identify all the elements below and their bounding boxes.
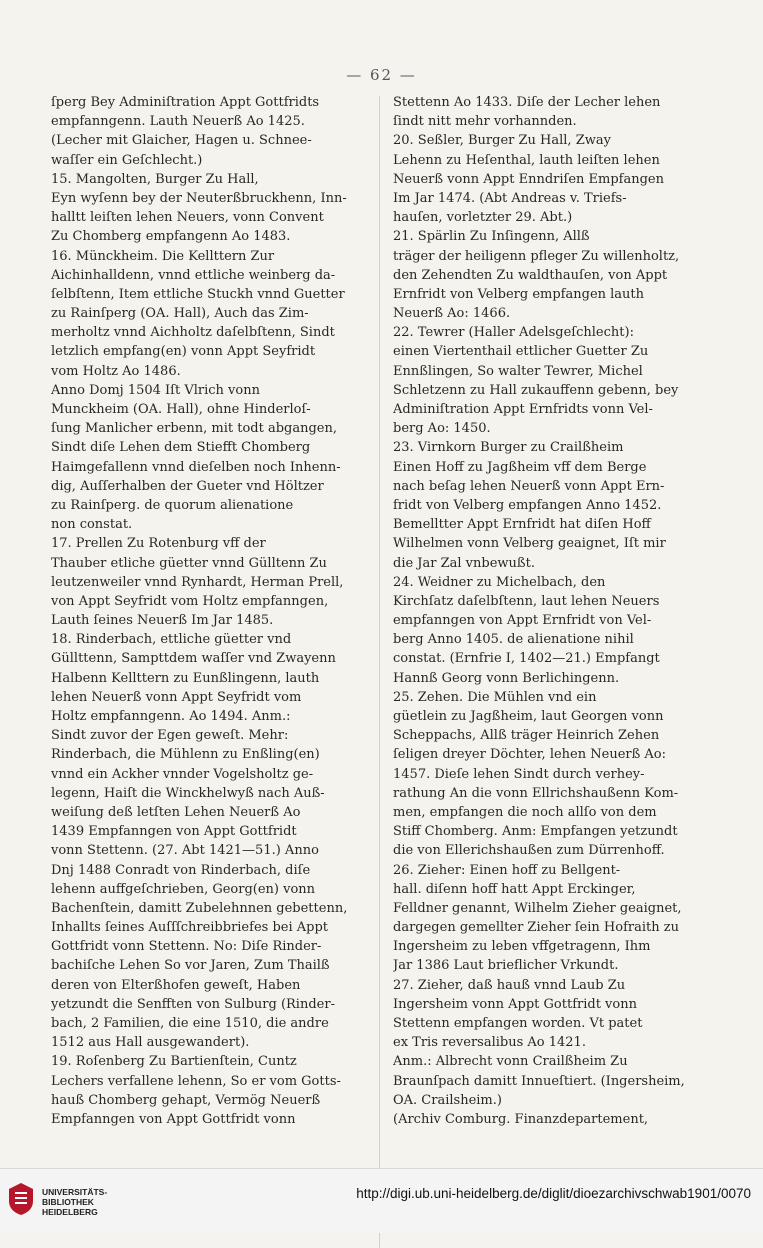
text-line: letzlich empfang(en) vonn Appt Seyfridt [51, 344, 316, 360]
text-line: Ingersheim zu leben vffgetragenn, Ihm [393, 939, 651, 955]
text-line: ſung Manlicher erbenn, mit todt abgangen, [51, 421, 337, 437]
text-line: die von Ellerichshaußen zum Dürrenhoff. [393, 843, 665, 859]
text-line: deren von Elterßhofen geweſt, Haben [51, 977, 301, 993]
text-line: legenn, Haiſt die Winckhelwyß nach Auß- [51, 785, 325, 801]
text-line: berg Anno 1405. de alienatione nihil [393, 632, 634, 648]
text-line: 17. Prellen Zu Rotenburg vff der [51, 536, 266, 552]
text-line: Lauth ſeines Neuerß Im Jar 1485. [51, 613, 274, 629]
text-line: weiſung deß letſten Lehen Neuerß Ao [51, 804, 301, 820]
text-line: Holtz empfanngenn. Ao 1494. Anm.: [51, 709, 291, 724]
text-line: Ingersheim vonn Appt Gottfridt vonn [393, 996, 637, 1012]
text-line: 22. Tewrer (Haller Adelsgeſchlecht): [393, 325, 634, 341]
text-line: Haimgefallenn vnnd dieſelben noch Inhenn- [51, 459, 341, 475]
text-line: zu Rainſperg. de quorum alienatione [51, 497, 294, 513]
text-line: hauß Chomberg gehapt, Vermög Neuerß [51, 1092, 321, 1108]
text-line: men, empfangen die noch allſo von dem [393, 804, 657, 820]
text-line: 15. Mangolten, Burger Zu Hall, [51, 171, 259, 187]
text-line: ſindt nitt mehr vorhannden. [393, 114, 577, 130]
text-line: 16. Münckheim. Die Kellttern Zur [51, 248, 275, 264]
text-line: Jar 1386 Laut brieflicher Vrkundt. [393, 958, 619, 974]
viewer-footer [0, 1168, 763, 1233]
text-line: berg Ao: 1450. [393, 421, 491, 437]
text-line: Sindt zuvor der Egen geweſt. Mehr: [51, 728, 289, 744]
page-number: — 62 — [346, 66, 417, 84]
text-line: halltt leiſten lehen Neuers, vonn Convent [51, 210, 324, 226]
text-line: Inhallts ſeines Auſſſchreibbriefes bei Appt [51, 920, 328, 936]
text-line: Zu Chomberg empfangenn Ao 1483. [51, 229, 291, 245]
text-line: 1439 Empfanngen von Appt Gottfridt [51, 824, 297, 840]
text-line: empfanngen von Appt Ernfridt von Vel- [393, 613, 652, 629]
text-line: empfanngenn. Lauth Neuerß Ao 1425. [51, 114, 305, 130]
text-line: Güllttenn, Sampttdem waſſer vnd Zwayenn [51, 651, 336, 667]
text-line: 1512 aus Hall ausgewandert). [51, 1035, 250, 1051]
text-line: vom Holtz Ao 1486. [51, 363, 181, 379]
text-line: Wilhelmen vonn Velberg geaignet, Iſt mir [393, 536, 666, 552]
text-line: nach beſag lehen Neuerß vonn Appt Ern- [393, 478, 665, 494]
heidelberg-seal-icon [6, 1181, 36, 1217]
text-line: 26. Zieher: Einen hoff zu Bellgent- [393, 862, 621, 878]
text-line: 27. Zieher, daß hauß vnnd Laub Zu [393, 977, 626, 993]
text-line: Neuerß Ao: 1466. [393, 306, 511, 322]
text-line: Ennßlingen, So walter Tewrer, Michel [393, 363, 643, 379]
text-line: Scheppachs, Allß träger Heinrich Zehen [393, 728, 660, 744]
text-line: Kirchſatz daſelbſtenn, laut lehen Neuers [393, 593, 660, 609]
text-line: 23. Virnkorn Burger zu Crailßheim [393, 440, 624, 456]
text-line: Anno Domj 1504 Iſt Vlrich vonn [51, 382, 260, 398]
text-line: (Lecher mit Glaicher, Hagen u. Schnee- [51, 133, 312, 149]
text-line: lehenn auffgeſchrieben, Georg(en) vonn [51, 881, 316, 897]
text-line: fridt von Velberg empfangen Anno 1452. [393, 497, 662, 513]
text-line: 19. Roſenberg Zu Bartienſtein, Cuntz [51, 1054, 297, 1070]
text-line: dargegen gemellter Zieher ſein Hofraith zu [393, 920, 679, 936]
text-line: einen Viertenthail ettlicher Guetter Zu [393, 344, 649, 360]
text-line: Thauber etliche güetter vnnd Gülltenn Zu [51, 555, 327, 571]
text-line: ex Tris reversalibus Ao 1421. [393, 1035, 586, 1051]
text-line: Munckheim (OA. Hall), ohne Hinderloſ- [51, 402, 311, 417]
text-line: 24. Weidner zu Michelbach, den [393, 574, 606, 590]
right-text-column [393, 93, 715, 1129]
text-line: Im Jar 1474. (Abt Andreas v. Triefs- [393, 190, 627, 206]
text-line: 18. Rinderbach, ettliche güetter vnd [51, 632, 292, 648]
text-line: vonn Stettenn. (27. Abt 1421—51.) Anno [51, 843, 319, 859]
text-line: güetlein zu Jagßheim, laut Georgen vonn [393, 709, 664, 724]
text-line: 21. Spärlin Zu Inſingenn, Allß [393, 229, 590, 245]
text-line: yetzundt die Senfften von Sulburg (Rinder- [51, 996, 335, 1012]
text-line: Gottfridt vonn Stettenn. No: Diſe Rinder- [51, 939, 322, 955]
text-line: den Zehendten Zu waldthauſen, von Appt [393, 267, 668, 283]
text-line: hall. diſenn hoff hatt Appt Erckinger, [393, 881, 636, 897]
text-line: merholtz vnnd Aichholtz daſelbſtenn, Sindt [51, 325, 335, 341]
text-line: zu Rainſperg (OA. Hall), Auch das Zim- [51, 306, 309, 322]
text-line: Lechers verfallene lehenn, So er vom Gotts- [51, 1073, 341, 1089]
text-line: Ernfridt von Velberg empfangen lauth [393, 286, 645, 302]
text-line: Neuerß vonn Appt Enndriſen Empfangen [393, 171, 665, 187]
left-text-column [51, 93, 373, 1129]
text-line: ſeligen dreyer Döchter, lehen Neuerß Ao: [393, 747, 667, 763]
text-line: constat. (Ernfrie I, 1402—21.) Empfangt [393, 651, 660, 667]
text-line: von Appt Seyfridt vom Holtz empfanngen, [51, 593, 329, 609]
source-url-link[interactable]: http://digi.ub.uni-heidelberg.de/diglit/dioezarchivschwab1901/0070 [356, 1186, 751, 1201]
text-line: träger der heiligenn pfleger Zu willenholtz, [393, 248, 680, 264]
text-line: ſperg Bey Adminiſtration Appt Gottfridts [51, 95, 320, 110]
text-line: 1457. Dieſe lehen Sindt durch verhey- [393, 766, 645, 782]
text-line: Stettenn empfangen worden. Vt patet [393, 1016, 643, 1031]
text-line: Braunſpach damitt Innueſtiert. (Ingersheim, [393, 1073, 685, 1089]
column-divider [379, 96, 380, 1248]
text-line: Bachenſtein, damitt Zubelehnnen gebettenn, [51, 900, 348, 916]
text-line: Adminiſtration Appt Ernfridts vonn Vel- [393, 402, 653, 417]
text-line: ſelbſtenn, Item ettliche Stuckh vnnd Guetter [51, 286, 345, 302]
text-line: 25. Zehen. Die Mühlen vnd ein [393, 689, 597, 705]
text-line: Anm.: Albrecht vonn Crailßheim Zu [393, 1054, 628, 1070]
text-line: waſſer ein Geſchlecht.) [51, 152, 203, 168]
text-line: Stettenn Ao 1433. Diſe der Lecher lehen [393, 95, 661, 110]
text-line: dig, Auſſerhalben der Gueter vnd Höltzer [51, 478, 324, 494]
text-line: Eyn wyſenn bey der Neuterßbruckhenn, Inn- [51, 190, 347, 206]
text-line: Stiff Chomberg. Anm: Empfangen yetzundt [393, 824, 678, 840]
text-line: Rinderbach, die Mühlenn zu Enßling(en) [51, 747, 320, 763]
text-line: Halbenn Kellttern zu Eunßlingenn, lauth [51, 670, 320, 686]
text-line: Lehenn zu Heſenthal, lauth leiſten lehen [393, 152, 660, 168]
text-line: Hannß Georg vonn Berlichingenn. [393, 670, 620, 686]
text-line: Bemelltter Appt Ernfridt hat diſen Hoff [393, 517, 651, 533]
text-line: Sindt diſe Lehen dem Stiefft Chomberg [51, 440, 311, 456]
text-line: leutzenweiler vnnd Rynhardt, Herman Prell, [51, 574, 344, 590]
text-line: Dnj 1488 Conradt von Rinderbach, diſe [51, 862, 311, 878]
text-line: Aichinhalldenn, vnnd ettliche weinberg da- [51, 267, 336, 283]
text-line: Felldner genannt, Wilhelm Zieher geaignet, [393, 900, 682, 916]
text-line: bach, 2 Familien, die eine 1510, die andre [51, 1016, 329, 1031]
text-line: Einen Hoff zu Jagßheim vff dem Berge [393, 459, 647, 475]
text-line: non constat. [51, 517, 133, 533]
text-line: die Jar Zal vnbewußt. [393, 555, 535, 571]
text-line: hauſen, vorletzter 29. Abt.) [393, 210, 573, 226]
text-line: Schletzenn zu Hall zukauffenn gebenn, bey [393, 382, 679, 398]
text-line: (Archiv Comburg. Finanzdepartement, [393, 1111, 649, 1127]
text-line: rathung An die vonn Ellrichshaußenn Kom- [393, 785, 679, 801]
text-line: 20. Seßler, Burger Zu Hall, Zway [393, 133, 611, 149]
text-line: OA. Crailsheim.) [393, 1092, 502, 1108]
library-name: UNIVERSITÄTS- BIBLIOTHEK HEIDELBERG [42, 1187, 108, 1217]
text-line: bachiſche Lehen So vor Jaren, Zum Thailß [51, 958, 330, 974]
text-line: lehen Neuerß vonn Appt Seyfridt vom [51, 689, 302, 705]
text-line: Empfanngen von Appt Gottfridt vonn [51, 1111, 296, 1127]
text-line: vnnd ein Ackher vnnder Vogelsholtz ge- [51, 766, 314, 782]
